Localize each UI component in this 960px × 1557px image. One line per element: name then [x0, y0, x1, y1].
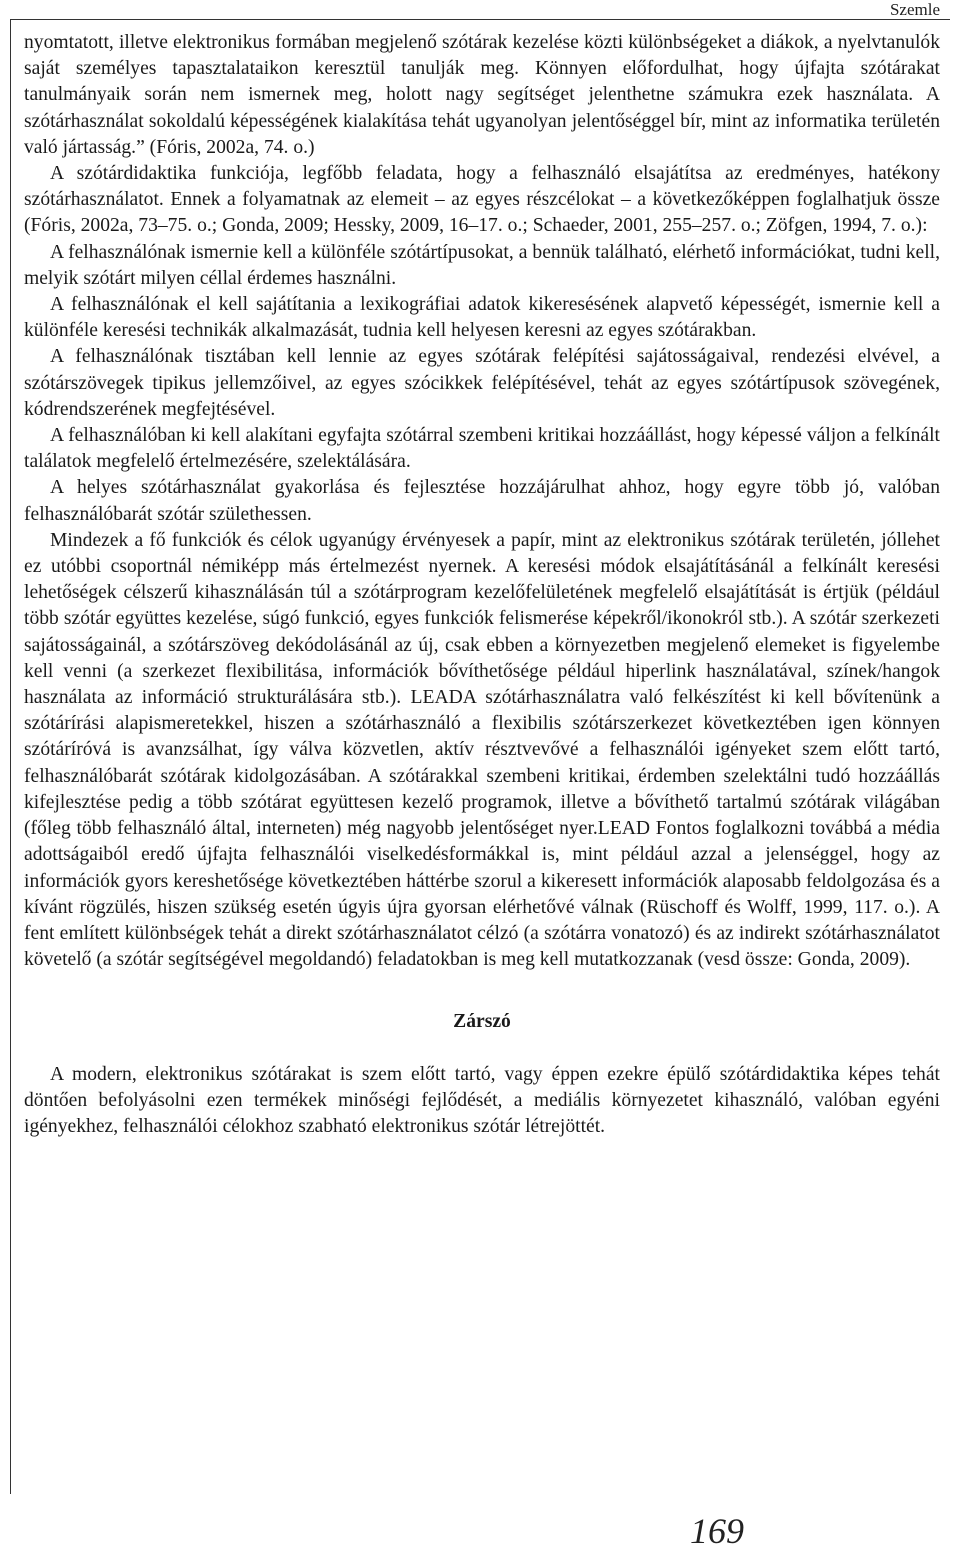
paragraph: A felhasználóban ki kell alakítani egyfajta szótárral szembeni kritikai hozzáállást, hogy képessé váljon a felkínált találatok megfelelő értelmezésére, szelektálására.	[24, 425, 940, 473]
paragraph: A modern, elektronikus szótárakat is szem előtt tartó, vagy éppen ezekre épülő szótárdidaktika képes tehát döntően befolyásolni ezen termékek minőségi fejlődését, a mediális környezetet kihasználó, valóban egyéni igényekhez, felhasználói célokhoz szabható elektronikus szótár létrejöttét.	[24, 1063, 940, 1137]
section-heading: Zárszó	[453, 1011, 511, 1033]
paragraph: nyomtatott, illetve elektronikus formában megjelenő szótárak kezelése közti különbségeket a diákok, a nyelvtanulók saját személyes tapasztalataikon keresztül tanulják meg. Könnyen előfordulhat, hogy újfajta szótárakat tanulmányaik során nem ismernek meg, holott nagy segítséget jelenthetne számukra ezek használata. A szótárhasználat sokoldalú képességének kialakítása tehát ugyanolyan jelentőséggel bír, mint az informatika területén való jártasság.” (Fóris, 2002a, 74. o.)	[24, 32, 940, 158]
paragraph: A felhasználónak el kell sajátítania a lexikográfiai adatok kikeresésének alapvető képességét, ismernie kell a különféle keresési technikák alkalmazását, tudnia kell helyesen keresni az egyes szótárakban.	[24, 294, 940, 342]
section-label: Szemle	[889, 0, 940, 19]
paragraph: A helyes szótárhasználat gyakorlása és fejlesztése hozzájárulhat ahhoz, hogy egyre több jó, valóban felhasználóbarát szótár születhessen.	[24, 477, 940, 525]
paragraph: A szótárdidaktika funkciója, legfőbb feladata, hogy a felhasználó elsajátítsa az eredményes, hatékony szótárhasználatot. Ennek a folyamatnak az elemeit – az egyes részcélokat – a következőképpen foglalhatjuk össze (Fóris, 2002a, 73–75. o.; Gonda, 2009; Hessky, 2009, 16–17. o.; Schaeder, 2001, 255–257. o.; Zöfgen, 1994, 7. o.):	[24, 163, 940, 237]
page-number: 169	[690, 1511, 744, 1551]
paragraph: Mindezek a fő funkciók és célok ugyanúgy érvényesek a papír, mint az elektronikus szótárak területén, jóllehet ez utóbbi csoportnál némiképp más értelmezést nyernek. A keresési módok elsajátításánál a felkínált keresési lehetőségek célszerű kihasználásán túl a szótárprogram kezelőfelületének megfelelő elsajátítását is értjük (például több szótár együttes kezelése, súgó funkció, egyes funkciók felismerése képekről/ikonokról stb.). A szótár szerkezeti sajátosságainál, a szótárszöveg dekódolásánál az új, csak ebben a környezetben megjelenő elemeket is figyelembe kell venni (a szerkezet flexibilitása, információk bővíthetősége például hiperlink használatával, színek/hangok használata az információ strukturálására stb.). LEADA szótárhasználatra való felkészítést ki kell bővítenünk a szótárírási alapismeretekkel, hiszen a szótárhasználó a flexibilis szótárszerkezet következtében igen könnyen szótáríróvá is avanzsálhat, így válva közvetlen, aktív résztvevővé a felhasználói igényeket szem előtt tartó, felhasználóbarát szótárak kidolgozásában. A szótárakkal szembeni kritikai, érdemben szelektálni tudó hozzáállás kifejlesztése pedig a több szótárat együttesen kezelő programok, illetve a bővíthető tartalmú szótárak világában (főleg több felhasználó által, interneten) még nagyobb jelentőséget nyer.LEAD Fontos foglalkozni továbbá a média adottságaiból eredő újfajta felhasználói viselkedésformákkal is, mint például azzal a jelenséggel, hogy az információk gyors kereshetősége következtében háttérbe szorul a kikeresett információk alaposabb feldolgozása és a kívánt rögzülés, hiszen szükség esetén úgyis újra gyorsan elérhetővé válnak (Rüschoff és Wolff, 1999, 117. o.). A fent említett különbségek tehát a direkt szótárhasználatot célzó (a szótárra vonatozó) és az indirekt szótárhasználatot követelő (a szótár segítségével megoldandó) feladatokban is meg kell mutatkozzanak (vesd össze: Gonda, 2009).	[24, 529, 940, 971]
paragraph: A felhasználónak tisztában kell lennie az egyes szótárak felépítési sajátosságaival, rendezési elvével, a szótárszövegek tipikus jellemzőivel, az egyes szócikkek felépítésével, tehát az egyes szótártípusok szövegének, kódrendszerének megfejtésével.	[24, 346, 940, 420]
paragraph: A felhasználónak ismernie kell a különféle szótártípusokat, a bennük található, elérhető információkat, tudni kell, melyik szótárt milyen céllal érdemes használni.	[24, 241, 940, 289]
article-body	[24, 30, 940, 1140]
header-rule	[10, 19, 950, 20]
margin-rule	[10, 19, 11, 1494]
